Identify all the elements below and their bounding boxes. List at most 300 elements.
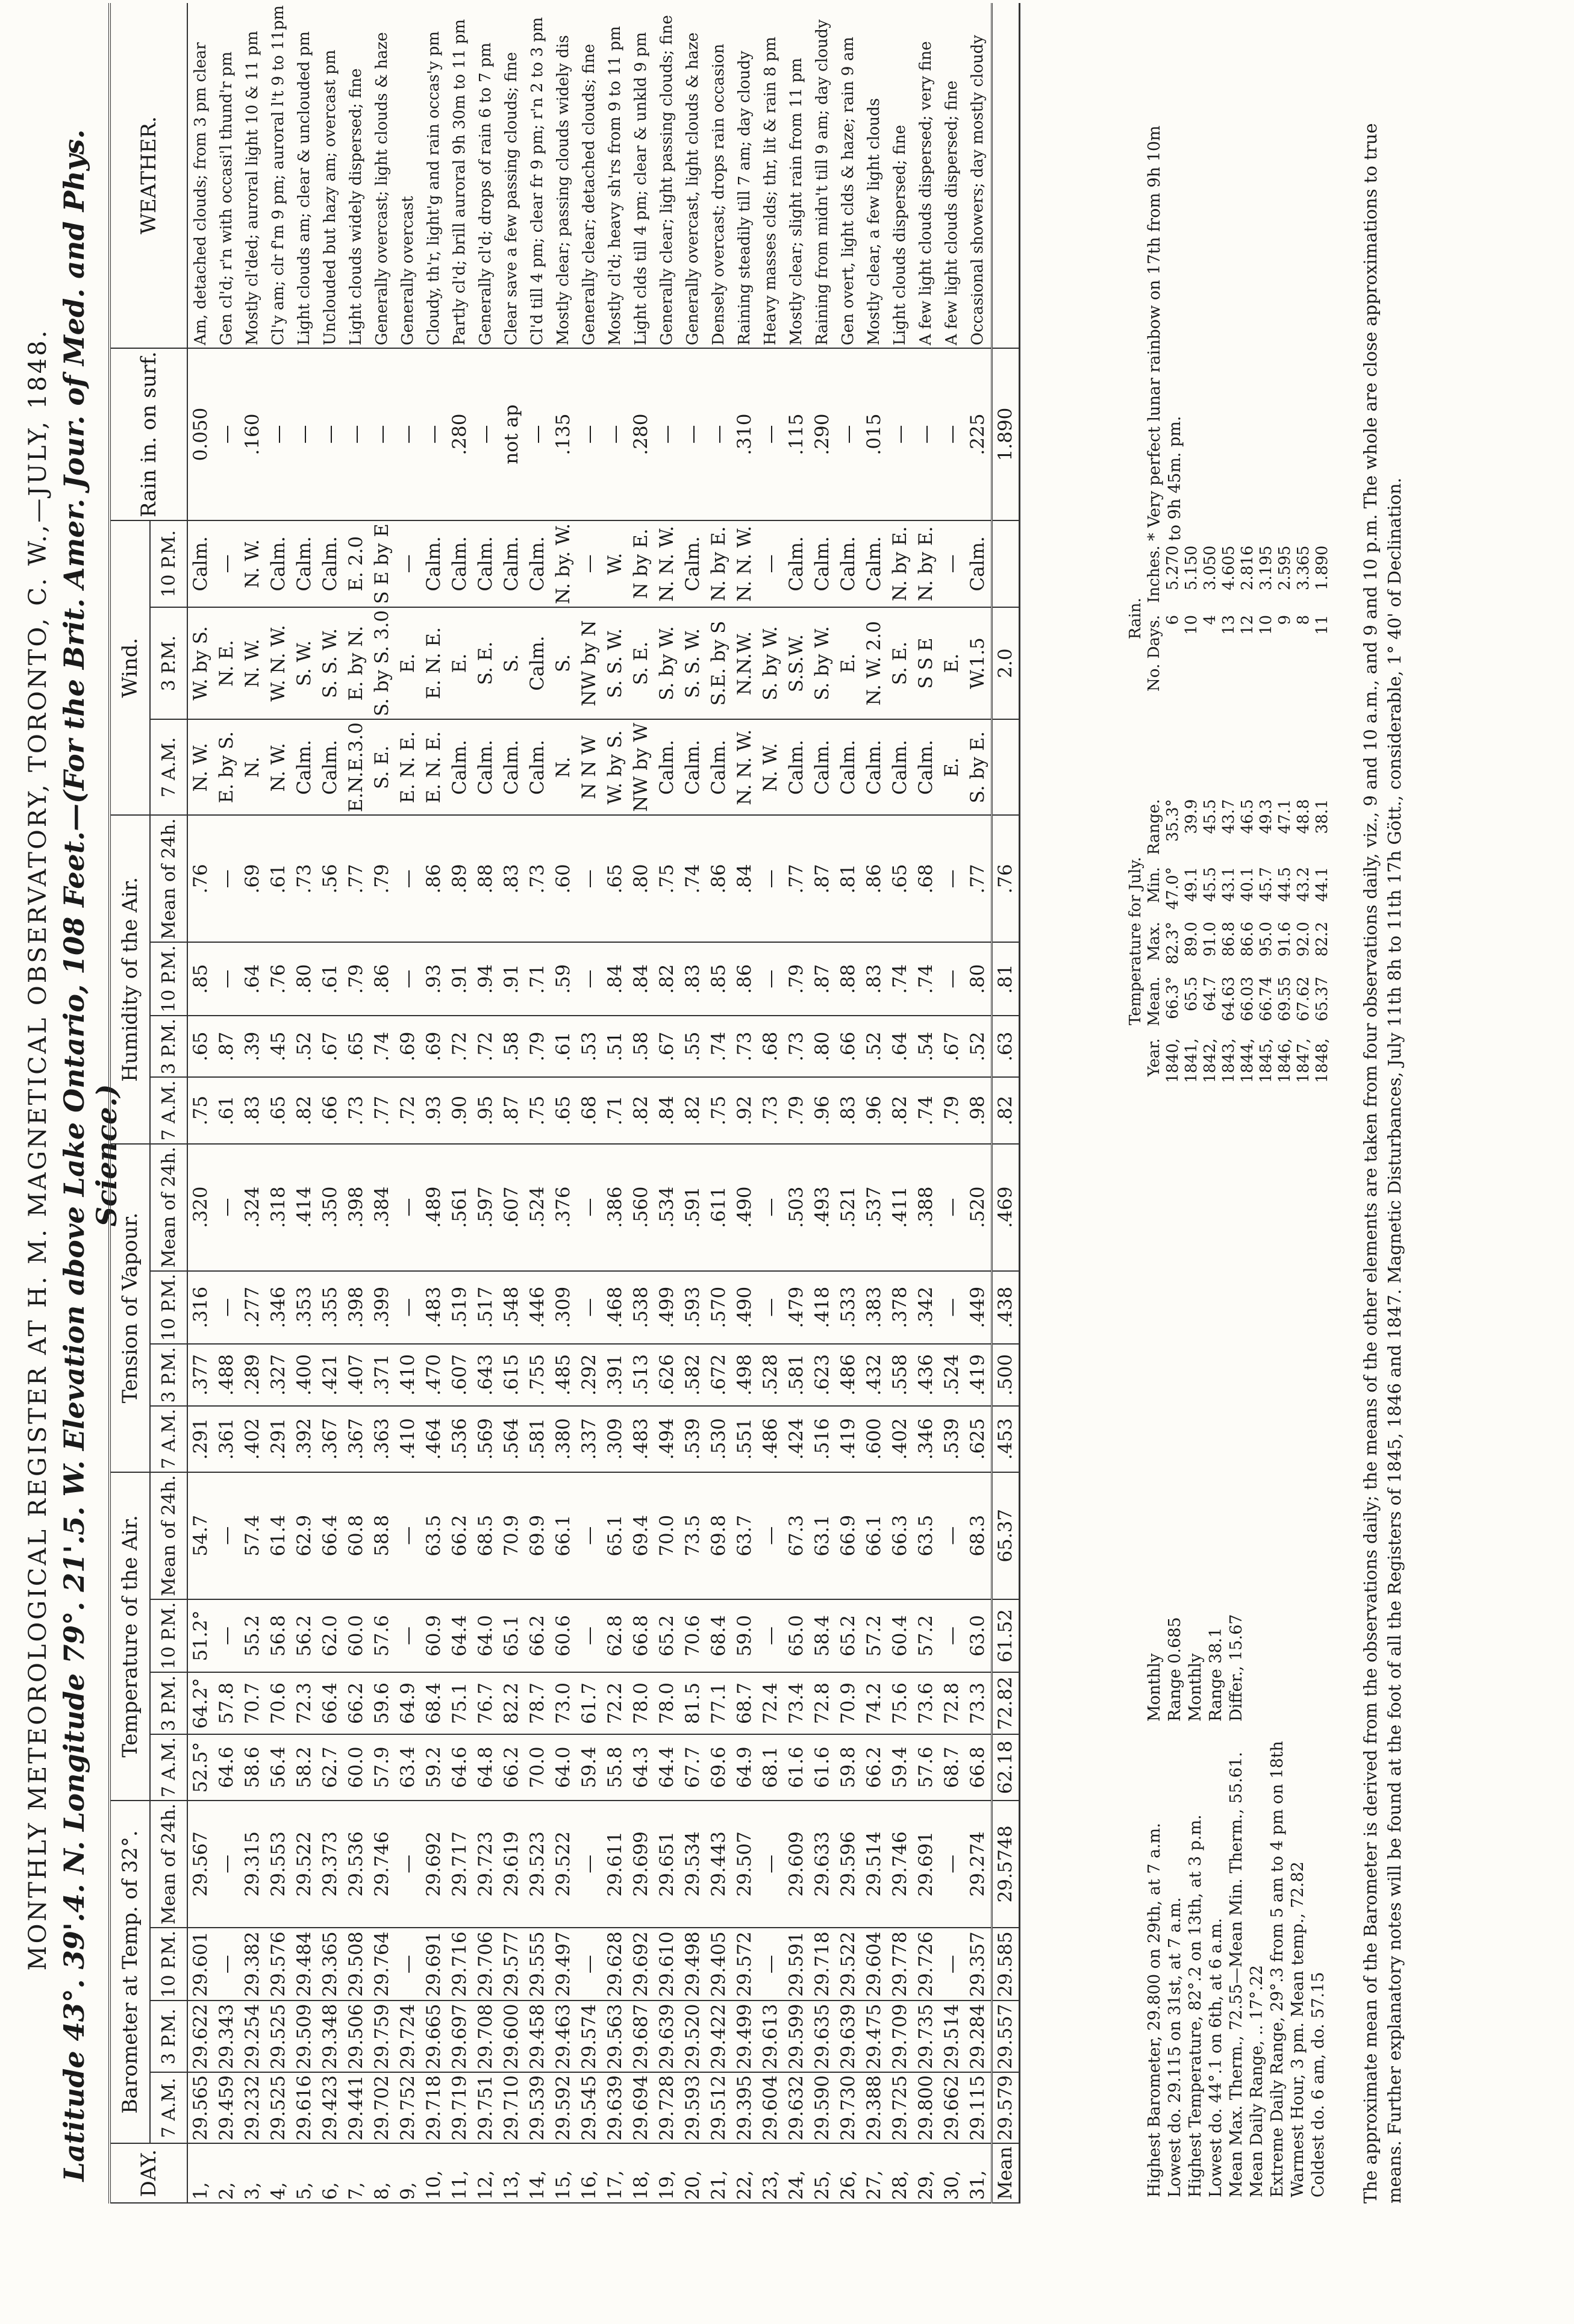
value-cell: .91: [499, 942, 525, 1016]
value-cell: .318: [266, 1144, 292, 1271]
value-cell: S. by E.: [965, 719, 992, 815]
extremes-summary: [1145, 1741, 1329, 2197]
value-cell: 73.5: [680, 1472, 706, 1599]
value-cell: .290: [810, 348, 835, 520]
value-cell: .84: [628, 942, 654, 1016]
value-cell: .74: [706, 1016, 732, 1078]
weather-cell: Mostly cl'd; heavy sh'rs from 9 to 11 pm: [602, 3, 628, 348]
value-cell: N. W. 2.0: [861, 607, 887, 719]
value-cell: .371: [369, 1344, 395, 1406]
value-cell: .73: [758, 1078, 784, 1144]
value-cell: .569: [473, 1406, 499, 1472]
value-cell: .626: [654, 1344, 680, 1406]
value-cell: Calm.: [965, 520, 992, 607]
value-cell: 29.567: [187, 1801, 214, 1928]
mean-cell: .81: [992, 942, 1020, 1016]
value-cell: S. E.: [473, 607, 499, 719]
value-cell: W.1.5: [965, 607, 992, 719]
value-cell: E.: [835, 607, 861, 719]
value-cell: 63.1: [810, 1472, 835, 1599]
value-cell: 29.441: [343, 2072, 369, 2143]
value-cell: .72: [473, 1016, 499, 1078]
value-cell: .643: [473, 1344, 499, 1406]
temperature-header: Temperature of the Air.: [110, 1472, 150, 1801]
value-cell: 29.514: [861, 1801, 887, 1928]
value-cell: 66.3: [887, 1472, 913, 1599]
value-cell: .378: [887, 1271, 913, 1345]
mean-cell: [992, 719, 1020, 815]
value-cell: 29.726: [913, 1928, 939, 2001]
mean-cell: .76: [992, 815, 1020, 942]
value-cell: 68.5: [473, 1472, 499, 1599]
value-cell: .615: [499, 1344, 525, 1406]
value-cell: 57.4: [240, 1472, 266, 1599]
value-cell: W.: [602, 520, 628, 607]
value-cell: .346: [913, 1406, 939, 1472]
value-cell: Calm.: [680, 520, 706, 607]
value-cell: 29.619: [499, 1801, 525, 1928]
summary-line: Mean Daily Range, .. 17°.22: [1248, 1965, 1266, 2197]
mean-cell: .500: [992, 1344, 1020, 1406]
value-cell: .92: [732, 1078, 758, 1144]
value-cell: 29.635: [810, 2001, 835, 2072]
value-cell: .71: [602, 1078, 628, 1144]
value-cell: 55.8: [602, 1734, 628, 1801]
value-cell: 62.7: [317, 1734, 343, 1801]
value-cell: E.: [939, 719, 965, 815]
value-cell: 67.3: [784, 1472, 810, 1599]
value-cell: .432: [861, 1344, 887, 1406]
value-cell: 66.2: [343, 1672, 369, 1734]
value-cell: 66.8: [628, 1599, 654, 1673]
table-row: [214, 3, 240, 2203]
value-cell: —: [214, 942, 240, 1016]
value-cell: .533: [835, 1271, 861, 1345]
value-cell: Calm.: [499, 719, 525, 815]
value-cell: —: [758, 815, 784, 942]
value-cell: 65.2: [835, 1599, 861, 1673]
value-cell: —: [214, 1472, 240, 1599]
rain-cell: 10: [1182, 614, 1201, 635]
value-cell: 67.7: [680, 1734, 706, 1801]
mean-cell: 72.82: [992, 1672, 1020, 1734]
value-cell: —: [939, 1271, 965, 1345]
footnote: The approximate mean of the Barometer is derived from the observations daily; the means of the other elements are taken from four observations daily, viz., 9 and 10 a.m., and 9 and 10 p.m. The whole are close approximations to true means. Further explanatory notes will be found at the foot of all the Registers of 1845, 1846 and 1847. Magnetic Disturbances, July 11th 8h to 11th 17h Gött., considerable, 1° 40' of Declination.: [1360, 123, 1405, 2204]
value-cell: .77: [369, 1078, 395, 1144]
value-cell: S. S. W.: [602, 607, 628, 719]
col-header: 10 P.M.: [150, 520, 187, 607]
value-cell: 61.7: [576, 1672, 602, 1734]
value-cell: .52: [861, 1016, 887, 1078]
value-cell: .367: [343, 1406, 369, 1472]
july-temperature-table: [1126, 793, 1332, 1089]
weather-cell: Generally clear; detached clouds; fine: [576, 3, 602, 348]
value-cell: 29.506: [343, 2001, 369, 2072]
mean-cell: 29.585: [992, 1928, 1020, 2001]
value-cell: —: [602, 348, 628, 520]
value-cell: .67: [654, 1016, 680, 1078]
weather-cell: Raining steadily till 7 am; day cloudy: [732, 3, 758, 348]
value-cell: 56.2: [292, 1599, 317, 1673]
day-cell: 25,: [810, 2143, 835, 2203]
value-cell: 77.1: [706, 1672, 732, 1734]
col-header: 3 P.M.: [150, 1344, 187, 1406]
value-cell: .530: [706, 1406, 732, 1472]
day-cell: 16,: [576, 2143, 602, 2203]
value-cell: 29.633: [810, 1801, 835, 1928]
value-cell: .83: [861, 942, 887, 1016]
mean-cell: 2.0: [992, 607, 1020, 719]
value-cell: .52: [292, 1016, 317, 1078]
value-cell: —: [214, 348, 240, 520]
value-cell: .377: [187, 1344, 214, 1406]
col-header: 10 P.M.: [150, 942, 187, 1016]
july-cell: 45.5: [1201, 799, 1219, 834]
value-cell: .88: [835, 942, 861, 1016]
col-header: 7 A.M.: [150, 1734, 187, 1801]
rain-table: [1126, 540, 1332, 698]
value-cell: —: [680, 348, 706, 520]
value-cell: —: [214, 1599, 240, 1673]
july-cell: 82.2: [1313, 922, 1331, 957]
value-cell: .86: [732, 942, 758, 1016]
value-cell: —: [939, 1472, 965, 1599]
mean-cell: 29.579: [992, 2072, 1020, 2143]
value-cell: .383: [861, 1271, 887, 1345]
mean-row: [992, 3, 1020, 2203]
table-row: [187, 3, 214, 2203]
value-cell: E. by S.: [214, 719, 240, 815]
value-cell: 73.6: [913, 1672, 939, 1734]
mean-cell: .82: [992, 1078, 1020, 1144]
value-cell: 64.6: [214, 1734, 240, 1801]
value-cell: .82: [628, 1078, 654, 1144]
value-cell: .538: [628, 1271, 654, 1345]
july-cell: 46.5: [1238, 799, 1257, 834]
value-cell: —: [939, 1928, 965, 2001]
july-row: [1313, 793, 1332, 1089]
value-cell: 70.9: [499, 1472, 525, 1599]
value-cell: .74: [680, 815, 706, 942]
july-cell: 43.2: [1294, 867, 1313, 902]
value-cell: 29.523: [525, 1801, 551, 1928]
value-cell: 29.616: [292, 2072, 317, 2143]
value-cell: .534: [654, 1144, 680, 1271]
value-cell: .489: [421, 1144, 447, 1271]
value-cell: .45: [266, 1016, 292, 1078]
value-cell: S. E.: [369, 719, 395, 815]
july-rows: [1164, 793, 1332, 1089]
value-cell: N. E.: [214, 607, 240, 719]
value-cell: 29.373: [317, 1801, 343, 1928]
value-cell: Calm.: [317, 719, 343, 815]
value-cell: .75: [706, 1078, 732, 1144]
value-cell: .493: [810, 1144, 835, 1271]
july-cell: 35.3°: [1164, 799, 1182, 842]
table-row: [473, 3, 499, 2203]
col-header: 10 P.M.: [150, 1271, 187, 1345]
rain-cell: 3.195: [1257, 545, 1275, 590]
value-cell: 29.545: [576, 2072, 602, 2143]
value-cell: .82: [292, 1078, 317, 1144]
value-cell: .410: [395, 1344, 421, 1406]
col-header: Mean of 24h.: [150, 1472, 187, 1599]
july-cell: 47.1: [1276, 799, 1294, 834]
value-cell: .015: [861, 348, 887, 520]
value-cell: .84: [654, 1078, 680, 1144]
day-cell: 17,: [602, 2143, 628, 2203]
july-cell: 45.7: [1257, 867, 1275, 902]
value-cell: .73: [343, 1078, 369, 1144]
value-cell: .82: [887, 1078, 913, 1144]
value-cell: .55: [680, 1016, 706, 1078]
table-row: [317, 3, 343, 2203]
value-cell: E. N. E.: [421, 607, 447, 719]
table-row: [732, 3, 758, 2203]
value-cell: 64.2°: [187, 1672, 214, 1734]
value-cell: .402: [887, 1406, 913, 1472]
value-cell: .324: [240, 1144, 266, 1271]
value-cell: .53: [576, 1016, 602, 1078]
value-cell: .570: [706, 1271, 732, 1345]
july-cell: 91.0: [1201, 922, 1219, 957]
value-cell: 64.9: [732, 1734, 758, 1801]
value-cell: —: [939, 1144, 965, 1271]
value-cell: 62.9: [292, 1472, 317, 1599]
value-cell: .79: [369, 815, 395, 942]
table-row: [447, 3, 473, 2203]
table-row: [810, 3, 835, 2203]
value-cell: 72.3: [292, 1672, 317, 1734]
value-cell: 29.525: [266, 2001, 292, 2072]
value-cell: .524: [939, 1344, 965, 1406]
value-cell: N. W.: [187, 719, 214, 815]
table-row: [784, 3, 810, 2203]
july-cell: 86.6: [1238, 922, 1257, 957]
value-cell: 29.563: [602, 2001, 628, 2072]
value-cell: 66.2: [499, 1734, 525, 1801]
mean-cell: .453: [992, 1406, 1020, 1472]
july-cell: 82.3°: [1164, 922, 1182, 965]
value-cell: Calm.: [525, 719, 551, 815]
value-cell: .521: [835, 1144, 861, 1271]
value-cell: .68: [758, 1016, 784, 1078]
value-cell: 29.497: [551, 1928, 576, 2001]
value-cell: .528: [758, 1344, 784, 1406]
weather-cell: Generally cl'd; drops of rain 6 to 7 pm: [473, 3, 499, 348]
value-cell: 68.7: [732, 1672, 758, 1734]
value-cell: —: [395, 1599, 421, 1673]
value-cell: 60.6: [551, 1599, 576, 1673]
value-cell: 69.8: [706, 1472, 732, 1599]
weather-cell: A few light clouds dispersed; fine: [939, 3, 965, 348]
value-cell: 29.764: [369, 1928, 395, 2001]
table-row: [240, 3, 266, 2203]
weather-cell: Light clouds am; clear & unclouded pm: [292, 3, 317, 348]
july-cell: 95.0: [1257, 922, 1275, 957]
summary-line: Lowest do. 29.115 on 31st, at 7 a.m.: [1166, 1897, 1184, 2197]
day-cell: 14,: [525, 2143, 551, 2203]
day-cell: 10,: [421, 2143, 447, 2203]
value-cell: —: [758, 1472, 784, 1599]
value-cell: .98: [965, 1078, 992, 1144]
value-cell: 29.522: [551, 1801, 576, 1928]
value-cell: 64.0: [551, 1734, 576, 1801]
value-cell: —: [758, 520, 784, 607]
rain-cell: 3.365: [1294, 545, 1313, 590]
value-cell: 29.593: [680, 2072, 706, 2143]
value-cell: —: [343, 348, 369, 520]
value-cell: 29.422: [706, 2001, 732, 2072]
day-cell: 29,: [913, 2143, 939, 2203]
value-cell: .483: [628, 1406, 654, 1472]
mean-cell: 29.5748: [992, 1801, 1020, 1928]
value-cell: .61: [317, 942, 343, 1016]
value-cell: .86: [861, 815, 887, 942]
rain-col-header: Inches.: [1145, 545, 1163, 603]
july-cell: 44.1: [1313, 867, 1331, 902]
value-cell: 70.6: [680, 1599, 706, 1673]
value-cell: 66.2: [525, 1599, 551, 1673]
july-cell: 92.0: [1294, 922, 1313, 957]
value-cell: .564: [499, 1406, 525, 1472]
weather-cell: Gen cl'd; r'n with occasi'l thund'r pm: [214, 3, 240, 348]
rain-cell: 8: [1294, 614, 1313, 625]
value-cell: —: [758, 348, 784, 520]
value-cell: 62.0: [317, 1599, 343, 1673]
july-cell: 65.5: [1182, 976, 1201, 1011]
value-cell: 57.2: [861, 1599, 887, 1673]
value-cell: —: [758, 1928, 784, 2001]
table-row: [292, 3, 317, 2203]
july-cell: 47.0°: [1164, 867, 1182, 910]
value-cell: 29.728: [654, 2072, 680, 2143]
value-cell: 29.611: [602, 1801, 628, 1928]
mean-cell: 61.52: [992, 1599, 1020, 1673]
july-col-header: Max.: [1145, 922, 1163, 961]
value-cell: .75: [525, 1078, 551, 1144]
value-cell: NW by W: [628, 719, 654, 815]
day-cell: 5,: [292, 2143, 317, 2203]
value-cell: —: [214, 1271, 240, 1345]
value-cell: —: [576, 1599, 602, 1673]
weather-header: WEATHER.: [110, 3, 187, 348]
value-cell: 29.357: [965, 1928, 992, 2001]
table-row: [913, 3, 939, 2203]
value-cell: 60.0: [343, 1734, 369, 1801]
value-cell: 68.1: [758, 1734, 784, 1801]
value-cell: 29.599: [784, 2001, 810, 2072]
value-cell: .291: [266, 1406, 292, 1472]
value-cell: .71: [525, 942, 551, 1016]
value-cell: Calm.: [187, 520, 214, 607]
value-cell: .490: [732, 1144, 758, 1271]
rain-row: [1313, 540, 1332, 698]
value-cell: 70.0: [654, 1472, 680, 1599]
value-cell: —: [369, 348, 395, 520]
july-cell: 45.5: [1201, 867, 1219, 902]
value-cell: .498: [732, 1344, 758, 1406]
value-cell: 51.2°: [187, 1599, 214, 1673]
value-cell: N. W.: [240, 520, 266, 607]
value-cell: .581: [784, 1344, 810, 1406]
value-cell: —: [395, 942, 421, 1016]
value-cell: 29.315: [240, 1801, 266, 1928]
value-cell: —: [576, 348, 602, 520]
value-cell: —: [395, 1801, 421, 1928]
weather-cell: Mostly clear, a few light clouds: [861, 3, 887, 348]
value-cell: .73: [292, 815, 317, 942]
table-row: [628, 3, 654, 2203]
rain-cell: 12: [1238, 614, 1257, 635]
value-cell: 73.4: [784, 1672, 810, 1734]
value-cell: 69.4: [628, 1472, 654, 1599]
value-cell: .539: [939, 1406, 965, 1472]
value-cell: —: [395, 348, 421, 520]
value-cell: 29.604: [758, 2072, 784, 2143]
value-cell: .581: [525, 1406, 551, 1472]
value-cell: .73: [732, 1016, 758, 1078]
value-cell: .87: [810, 815, 835, 942]
value-cell: .399: [369, 1271, 395, 1345]
value-cell: .449: [965, 1271, 992, 1345]
day-cell: 7,: [343, 2143, 369, 2203]
value-cell: Calm.: [784, 520, 810, 607]
table-row: [861, 3, 887, 2203]
value-cell: .73: [525, 815, 551, 942]
col-header: 7 A.M.: [150, 719, 187, 815]
value-cell: .486: [758, 1406, 784, 1472]
value-cell: N by E.: [628, 520, 654, 607]
value-cell: 29.759: [369, 2001, 395, 2072]
value-cell: S. by S. 3.0: [369, 607, 395, 719]
value-cell: 29.520: [680, 2001, 706, 2072]
value-cell: .607: [499, 1144, 525, 1271]
rain-row: [1276, 540, 1294, 698]
col-header: 3 P.M.: [150, 1016, 187, 1078]
value-cell: .536: [447, 1406, 473, 1472]
value-cell: 69.9: [525, 1472, 551, 1599]
weather-cell: Generally overcast: [395, 3, 421, 348]
value-cell: —: [395, 1144, 421, 1271]
july-cell: 1843,: [1220, 1038, 1238, 1083]
value-cell: 29.405: [706, 1928, 732, 2001]
value-cell: E.N.E.3.0: [343, 719, 369, 815]
value-cell: .79: [784, 942, 810, 1016]
value-cell: .520: [965, 1144, 992, 1271]
rain-cell: 13: [1220, 614, 1238, 635]
rain-cell: 2.595: [1276, 545, 1294, 590]
value-cell: E. N. E.: [395, 719, 421, 815]
july-cell: 1840,: [1164, 1038, 1182, 1083]
value-cell: .58: [628, 1016, 654, 1078]
value-cell: .560: [628, 1144, 654, 1271]
value-cell: 81.5: [680, 1672, 706, 1734]
value-cell: 74.2: [861, 1672, 887, 1734]
value-cell: .558: [887, 1344, 913, 1406]
weather-cell: Cl'y am; clr f'm 9 pm; auroral l't 9 to 11pm: [266, 3, 292, 348]
summary-line: Highest Temperature, 82°.2 on 13th, at 3 p.m.: [1186, 1814, 1205, 2197]
value-cell: .64: [240, 942, 266, 1016]
july-cell: 38.1: [1313, 799, 1331, 834]
value-cell: .392: [292, 1406, 317, 1472]
day-cell: 9,: [395, 2143, 421, 2203]
value-cell: .513: [628, 1344, 654, 1406]
value-cell: .72: [447, 1016, 473, 1078]
value-cell: 72.8: [810, 1672, 835, 1734]
rain-row: [1182, 540, 1201, 698]
value-cell: .446: [525, 1271, 551, 1345]
